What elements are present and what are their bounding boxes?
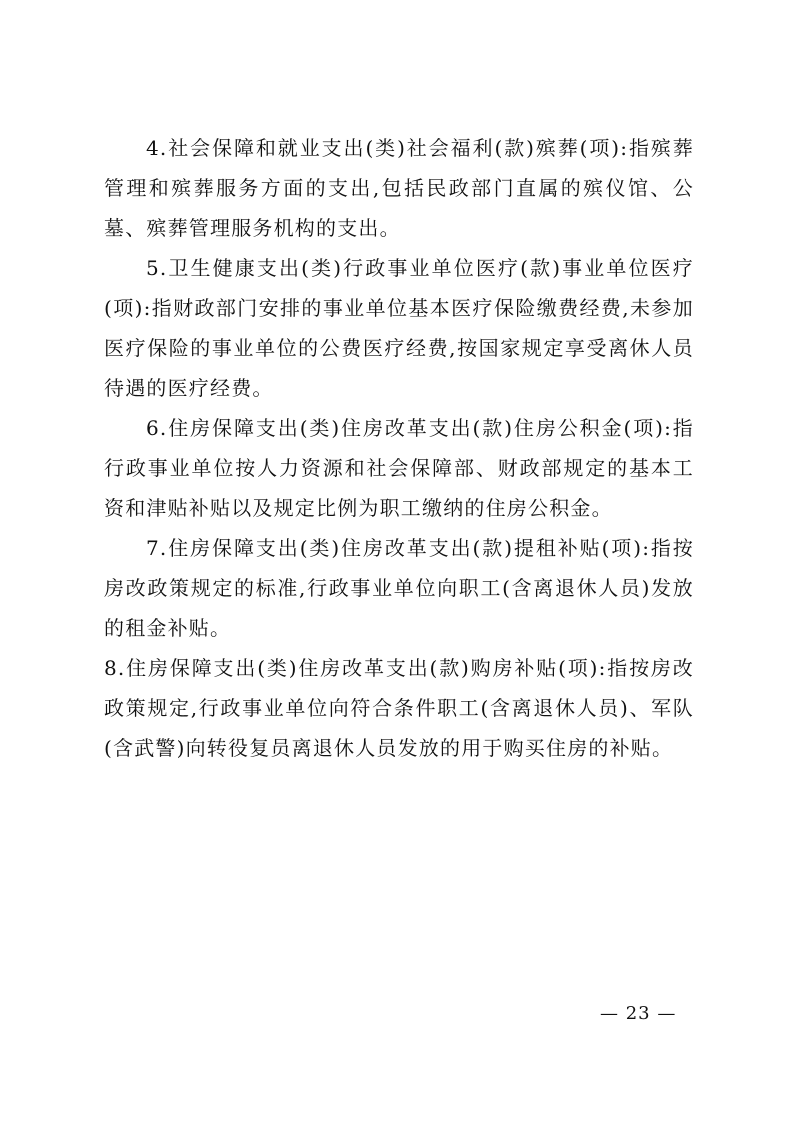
paragraph-item-4: 4.社会保障和就业支出(类)社会福利(款)殡葬(项):指殡葬管理和殡葬服务方面的支出,包括民政部门直属的殡仪馆、公墓、殡葬管理服务机构的支出。: [104, 136, 694, 240]
document-body: [104, 128, 694, 768]
paragraph-item-7: 7.住房保障支出(类)住房改革支出(款)提租补贴(项):指按房改政策规定的标准,行政事业单位向职工(含离退休人员)发放的租金补贴。: [104, 536, 694, 640]
paragraph-item-8: 8.住房保障支出(类)住房改革支出(款)购房补贴(项):指按房改政策规定,行政事业单位向符合条件职工(含离退休人员)、军队(含武警)向转役复员离退休人员发放的用于购买住房的补贴。: [104, 656, 694, 760]
page-number: — 23 —: [600, 1003, 677, 1024]
paragraph-item-5: 5.卫生健康支出(类)行政事业单位医疗(款)事业单位医疗(项):指财政部门安排的事业单位基本医疗保险缴费经费,未参加医疗保险的事业单位的公费医疗经费,按国家规定享受离休人员待遇的医疗经费。: [104, 256, 694, 400]
paragraph-item-6: 6.住房保障支出(类)住房改革支出(款)住房公积金(项):指行政事业单位按人力资源和社会保障部、财政部规定的基本工资和津贴补贴以及规定比例为职工缴纳的住房公积金。: [104, 416, 694, 520]
